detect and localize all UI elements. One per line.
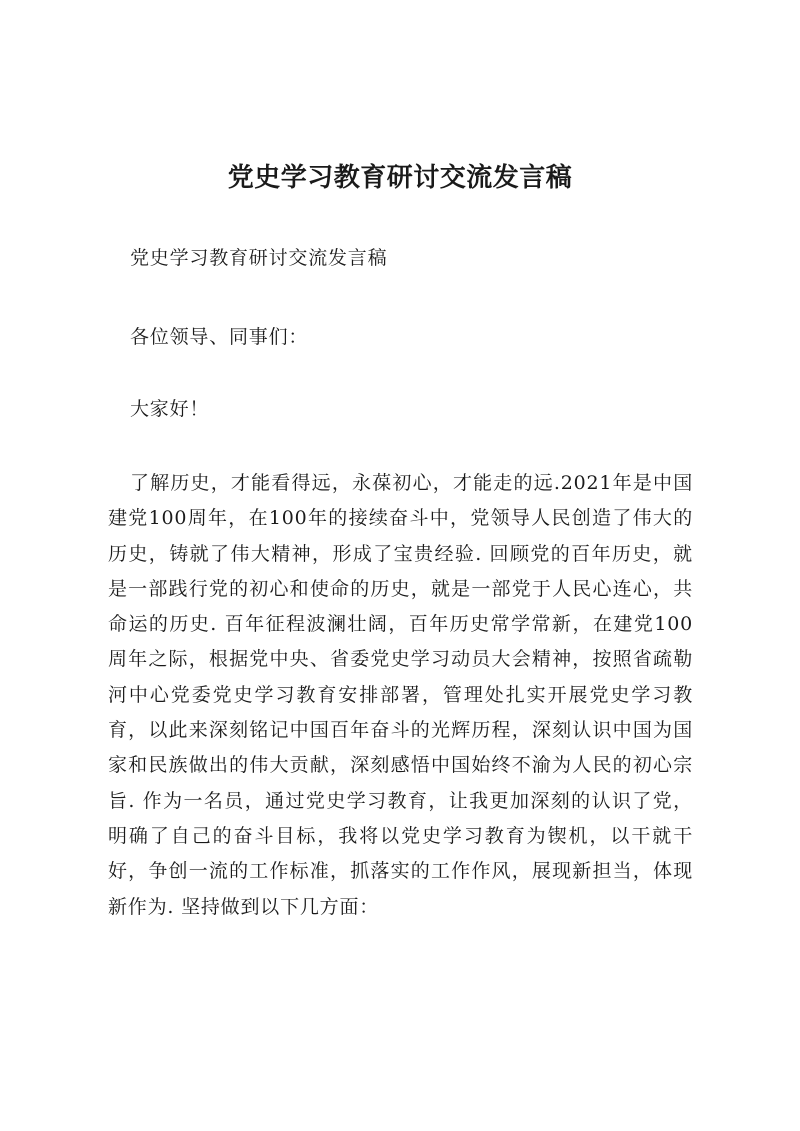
paragraph-subtitle: 党史学习教育研讨交流发言稿: [130, 247, 388, 269]
paragraph-salutation: 各位领导、同事们：: [130, 326, 309, 348]
document-title: 党史学习教育研讨交流发言稿: [227, 163, 573, 193]
paragraph-greeting: 大家好！: [130, 398, 210, 420]
paragraph-body: 了解历史，才能看得远，永葆初心，才能走的远.2021年是中国建党100周年，在100年的接续奋斗中，党领导人民创造了伟大的历史，铸就了伟大精神，形成了宝贵经验. 回顾党的百年历史，就是一部践行党的初心和使命的历史，就是一部党于人民心连心，共命运的历史. 百年征程波澜壮阔，百年历史常学常新，在建党100周年之际，根据党中央、省委党史学习动员大会精神，按照省疏勒河中心党委党史学习教育安排部署，管理处扎实开展党史学习教育，以此来深刻铭记中国百年奋斗的光辉历程，深刻认识中国为国家和民族做出的伟大贡献，深刻感悟中国始终不渝为人民的初心宗旨. 作为一名员，通过党史学习教育，让我更加深刻的认识了党，明确了自己的奋斗目标，我将以党史学习教育为锲机，以干就干好，争创一流的工作标准，抓落实的工作作风，展现新担当，体现新作为. 坚持做到以下几方面：: [108, 472, 693, 918]
